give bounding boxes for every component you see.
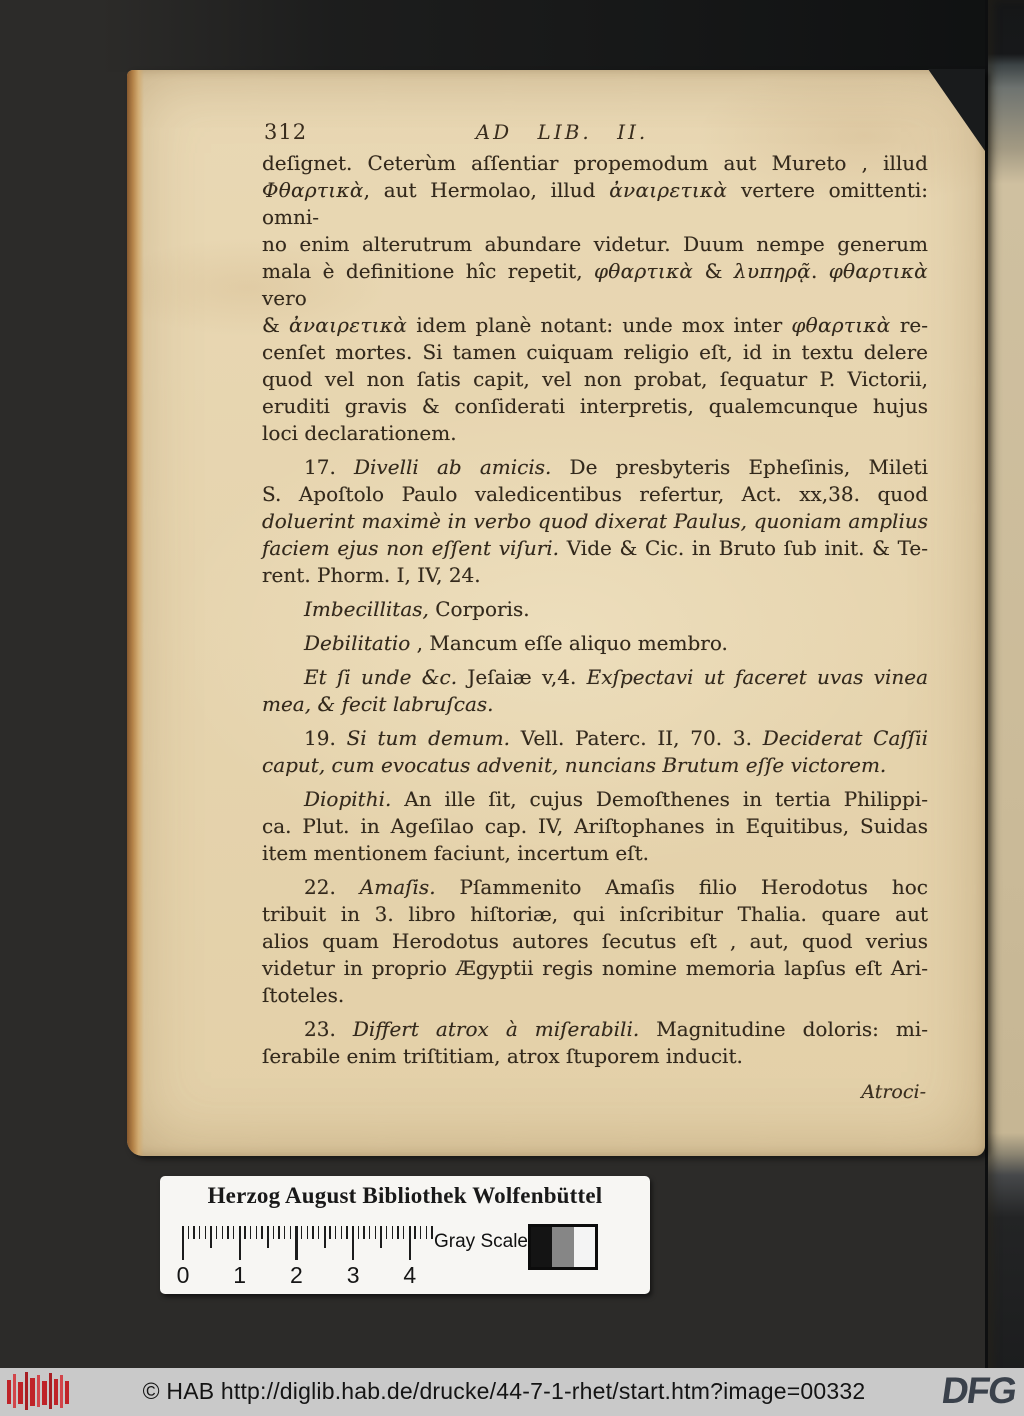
catchword: Atroci-: [861, 1081, 926, 1103]
text-line: Φθαρτικὰ, aut Hermolao, illud ἀναιρετικὰ vertere omittenti: omni-: [262, 178, 928, 229]
ruler-numbers: [176, 1262, 442, 1288]
ruler-ticks: [182, 1226, 432, 1264]
text-line: deſignet. Ceterùm aſſentiar propemodum aut Mureto , illud: [262, 151, 928, 175]
greek-term: φθαρτικὰ: [791, 313, 891, 337]
text-line: Diopithi. An ille ſit, cujus Demoſthenes in tertia Philippi-: [304, 787, 928, 811]
swatch-black: [531, 1227, 552, 1267]
page-edge-stack: [127, 70, 144, 1156]
text-line: doluerint maximè in verbo quod dixerat Paulus, quoniam amplius: [262, 509, 928, 533]
gray-scale-label: Gray Scale: [434, 1231, 528, 1252]
ruler-number: 2: [289, 1262, 303, 1288]
text-line: no enim alterutrum abundare videtur. Duum nempe generum: [262, 232, 928, 256]
text-line: item mentionem faciunt, incertum eſt.: [262, 841, 649, 865]
text-line: quod vel non ſatis capit, vel non probat, ſequatur P. Victorii,: [262, 367, 928, 391]
greek-term: φθαρτικὰ: [594, 259, 694, 283]
text-line: ſerabile enim triſtitiam, atrox ſtuporem inducit.: [262, 1044, 743, 1068]
text-line: ſtoteles.: [262, 983, 345, 1007]
text-line: & ἀναιρετικὰ idem planè notant: unde mox inter φθαρτικὰ re-: [262, 313, 928, 337]
text-line: Imbecillitas, Corporis.: [304, 597, 530, 621]
ruler-card: [160, 1176, 650, 1294]
text-line: 23. Differt atrox à miſerabili. Magnitudine doloris: mi-: [304, 1017, 929, 1041]
ruler-number: 4: [403, 1262, 417, 1288]
text-line: mala è definitione hîc repetit, φθαρτικὰ & λυπηρᾷ. φθαρτικὰ vero: [262, 259, 928, 310]
hab-barcode-icon: [6, 1372, 72, 1412]
text-line: rent. Phorm. I, IV, 24.: [262, 563, 481, 587]
text-line: cenſet mortes. Si tamen cuiquam religio eſt, id in textu delere: [262, 340, 928, 364]
book-page: [127, 70, 985, 1156]
text-line: S. Apoſtolo Paulo valedicentibus refertur, Act. xx,38. quod: [262, 482, 928, 506]
swatch-white: [574, 1227, 595, 1267]
text-line: Debilitatio , Mancum eſſe aliquo membro.: [304, 631, 728, 655]
greek-term: ἀναιρετικὰ: [609, 178, 728, 202]
footer-bar: [0, 1368, 1024, 1416]
page-text: [262, 150, 928, 1106]
source-url-label: © HAB http://diglib.hab.de/drucke/44-7-1-rhet/start.htm?image=00332: [142, 1378, 866, 1404]
text-line: loci declarationem.: [262, 421, 457, 445]
text-line: 22. Amaſis. Pſammenito Amaſis filio Herodotus hoc: [304, 875, 928, 899]
page-number: 312: [264, 120, 308, 144]
text-line: faciem ejus non eſſent viſuri. Vide & Cic. in Bruto ſub init. & Te-: [262, 536, 928, 560]
text-line: tribuit in 3. libro hiſtoriæ, qui inſcribitur Thalia. quare aut: [262, 902, 928, 926]
ruler-number: 3: [346, 1262, 360, 1288]
text-line: eruditi gravis & conſiderati interpretis, qualemcunque hujus: [262, 394, 928, 418]
greek-term: Φθαρτικὰ: [262, 178, 364, 202]
text-line: alios quam Herodotus autores ſecutus eſt , aut, quod verius: [262, 929, 928, 953]
greek-term: ἀναιρετικὰ: [289, 313, 408, 337]
gray-scale-swatches: [528, 1224, 598, 1270]
ruler-number: 1: [233, 1262, 247, 1288]
text-line: videtur in proprio Ægyptii regis nomine memoria lapſus eſt Ari-: [262, 956, 928, 980]
text-line: ca. Plut. in Ageſilao cap. IV, Ariſtophanes in Equitibus, Suidas: [262, 814, 928, 838]
text-line: mea, & fecit labruſcas.: [262, 692, 494, 716]
greek-term: φθαρτικὰ: [828, 259, 928, 283]
ruler-number: 0: [176, 1262, 190, 1288]
greek-term: λυπηρᾷ: [733, 259, 811, 283]
library-name-label: Herzog August Bibliothek Wolfenbüttel: [207, 1183, 603, 1208]
text-line: 19. Si tum demum. Vell. Paterc. II, 70. 3. Deciderat Caſſii: [304, 726, 928, 750]
page-header-row: [262, 120, 928, 148]
text-line: Et ſi unde &c. Jeſaiæ v,4. Exſpectavi ut faceret uvas vinea: [304, 665, 929, 689]
text-line: caput, cum evocatus advenit, nuncians Brutum eſſe victorem.: [262, 753, 887, 777]
dfg-logo: DFG: [939, 1370, 1019, 1411]
facing-page-sliver: [985, 0, 1024, 1416]
swatch-gray: [552, 1227, 573, 1267]
board-shadow-band: [100, 0, 1024, 72]
running-title: AD LIB. II.: [475, 120, 649, 144]
text-line: 17. Divelli ab amicis. De presbyteris Epheſinis, Mileti: [304, 455, 928, 479]
